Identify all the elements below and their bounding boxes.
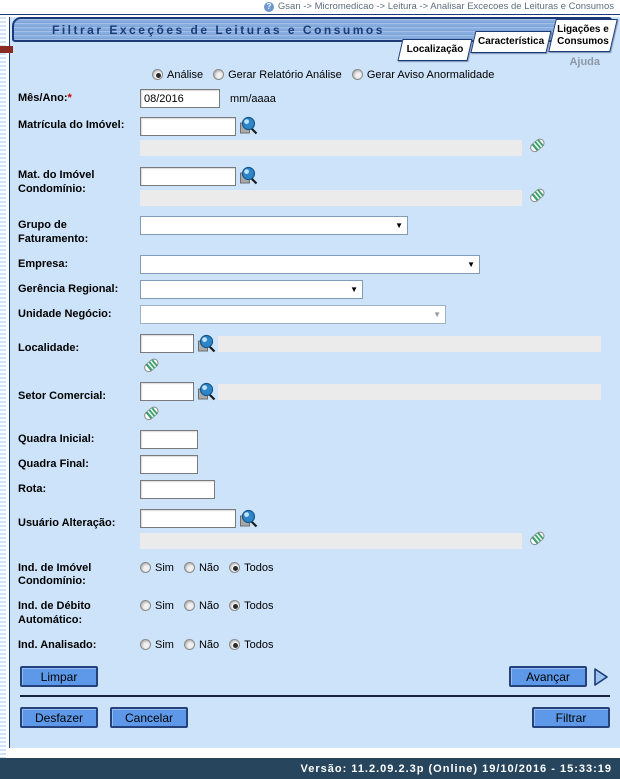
localidade-description [218, 336, 601, 352]
version-text: Versão: 11.2.09.2.3p (Online) 19/10/2016 - 15:33:19 [300, 762, 612, 775]
radio-nao[interactable] [184, 562, 195, 573]
chevron-down-icon: ▼ [467, 259, 475, 269]
radio-todos[interactable] [229, 639, 240, 650]
usuario-alteracao-input[interactable] [140, 509, 236, 528]
radio-nao-label: Não [198, 600, 220, 612]
radio-todos[interactable] [229, 562, 240, 573]
grupo-faturamento-label: Grupo de Faturamento: [18, 219, 89, 245]
radio-sim[interactable] [140, 600, 151, 611]
unidade-negocio-label: Unidade Negócio: [18, 307, 112, 320]
limpar-button[interactable]: Limpar [20, 666, 98, 687]
filter-form-panel [9, 17, 620, 748]
setor-comercial-row [18, 382, 620, 422]
required-marker: * [67, 92, 72, 104]
eraser-icon[interactable] [528, 136, 546, 154]
unidade-negocio-select [140, 305, 446, 324]
radio-nao-label: Não [198, 561, 220, 574]
search-icon[interactable] [238, 166, 258, 186]
advance-arrow-icon[interactable] [592, 667, 610, 687]
gerencia-regional-label: Gerência Regional: [18, 282, 119, 295]
tab-ligacoes-e-consumos[interactable] [548, 19, 618, 52]
empresa-label: Empresa: [18, 257, 69, 270]
mode-radio-group [152, 68, 620, 81]
mes-ano-row [18, 89, 620, 108]
radio-analise[interactable] [152, 69, 163, 80]
gerencia-regional-select[interactable] [140, 280, 363, 299]
separator-line [20, 695, 610, 697]
ind-analisado-row [18, 636, 620, 653]
mes-ano-hint: mm/aaaa [230, 92, 276, 105]
chevron-down-icon: ▼ [395, 221, 403, 230]
radio-analise-label: Análise [167, 69, 204, 81]
eraser-icon[interactable] [142, 404, 160, 422]
radio-gerar-relatorio-analise[interactable] [213, 69, 224, 80]
setor-comercial-description [218, 384, 601, 400]
quadra-inicial-row [18, 430, 620, 449]
radio-nao-label: Não [198, 638, 220, 651]
ind-debito-automatico-row [18, 597, 620, 628]
desfazer-button[interactable]: Desfazer [20, 707, 98, 728]
quadra-inicial-label: Quadra Inicial: [18, 432, 95, 445]
breadcrumb [0, 0, 620, 15]
tab-localizacao[interactable] [398, 39, 473, 61]
ind-imovel-condominio-row [18, 559, 620, 590]
radio-sim-label: Sim [155, 638, 174, 651]
mat-imovel-condominio-label: Mat. do Imóvel Condomínio: [18, 169, 95, 195]
matricula-imovel-row [18, 116, 620, 156]
ind-imovel-condominio-label: Ind. de Imóvel Condomínio: [18, 561, 92, 588]
rota-input[interactable] [140, 480, 215, 499]
eraser-icon[interactable] [142, 356, 160, 374]
quadra-inicial-input[interactable] [140, 430, 198, 449]
tab-bar [397, 19, 614, 55]
matricula-imovel-description [140, 140, 522, 156]
unidade-negocio-row [18, 305, 620, 324]
tab-label: Localização [406, 43, 464, 55]
gerencia-regional-row [18, 280, 620, 299]
radio-sim[interactable] [140, 639, 151, 650]
radio-nao[interactable] [184, 600, 195, 611]
left-stripe-decoration [0, 15, 6, 758]
radio-sim-label: Sim [155, 600, 174, 612]
radio-sim[interactable] [140, 562, 151, 573]
usuario-alteracao-label: Usuário Alteração: [18, 516, 116, 529]
radio-gerar-aviso-anormalidade[interactable] [352, 69, 363, 80]
usuario-alteracao-row [18, 509, 620, 549]
radio-gerar-relatorio-analise-label: Gerar Relatório Análise [228, 69, 342, 81]
grupo-faturamento-row [18, 216, 620, 247]
chevron-down-icon: ▼ [350, 284, 358, 294]
mat-imovel-condominio-description [140, 190, 522, 206]
help-icon[interactable]: ? [264, 2, 274, 12]
filtrar-button[interactable]: Filtrar [532, 707, 610, 728]
tab-caracteristica[interactable] [471, 31, 552, 53]
rota-label: Rota: [18, 482, 47, 495]
mat-imovel-condominio-input[interactable] [140, 167, 236, 186]
help-link[interactable]: Ajuda [569, 56, 600, 68]
eraser-icon[interactable] [528, 186, 546, 204]
action-row-bottom [20, 707, 610, 728]
eraser-icon[interactable] [528, 529, 546, 547]
radio-todos-label: Todos [244, 561, 274, 574]
tab-label: Ligações e Consumos [557, 24, 609, 47]
localidade-row [18, 334, 620, 374]
radio-todos[interactable] [229, 600, 240, 611]
search-icon[interactable] [196, 334, 216, 354]
chevron-down-icon: ▼ [433, 309, 441, 319]
mes-ano-input[interactable] [140, 89, 220, 108]
localidade-label: Localidade: [18, 341, 80, 354]
quadra-final-row [18, 455, 620, 474]
avancar-button[interactable]: Avançar [509, 666, 587, 687]
page-title: Filtrar Exceções de Leituras e Consumos [52, 22, 385, 37]
footer-bar [0, 758, 620, 779]
search-icon[interactable] [238, 509, 258, 529]
radio-sim-label: Sim [155, 561, 174, 574]
grupo-faturamento-select[interactable] [140, 216, 408, 235]
ind-debito-automatico-label: Ind. de Débito Automático: [18, 600, 91, 626]
rota-row [18, 480, 620, 499]
matricula-imovel-label: Matrícula do Imóvel: [18, 119, 125, 131]
left-accent-bar [0, 46, 13, 53]
radio-todos-label: Todos [244, 638, 274, 651]
quadra-final-label: Quadra Final: [18, 457, 89, 470]
usuario-alteracao-description [140, 533, 522, 549]
setor-comercial-input[interactable] [140, 382, 194, 401]
mat-imovel-condominio-row [18, 166, 620, 206]
radio-todos-label: Todos [244, 600, 274, 612]
search-icon[interactable] [238, 116, 258, 136]
ind-analisado-label: Ind. Analisado: [18, 638, 97, 651]
action-row-top [20, 666, 610, 687]
search-icon[interactable] [196, 382, 216, 402]
radio-gerar-aviso-anormalidade-label: Gerar Aviso Anormalidade [366, 69, 495, 81]
tab-label: Característica [478, 35, 545, 47]
quadra-final-input[interactable] [140, 455, 198, 474]
setor-comercial-label: Setor Comercial: [18, 389, 107, 402]
empresa-select[interactable] [140, 255, 480, 274]
radio-nao[interactable] [184, 639, 195, 650]
mes-ano-label: Mês/Ano:* [18, 92, 72, 104]
breadcrumb-text: Gsan -> Micromedicao -> Leitura -> Analisar Excecoes de Leituras e Consumos [277, 1, 614, 12]
matricula-imovel-input[interactable] [140, 117, 236, 136]
empresa-row [18, 255, 620, 274]
cancelar-button[interactable]: Cancelar [110, 707, 188, 728]
localidade-input[interactable] [140, 334, 194, 353]
